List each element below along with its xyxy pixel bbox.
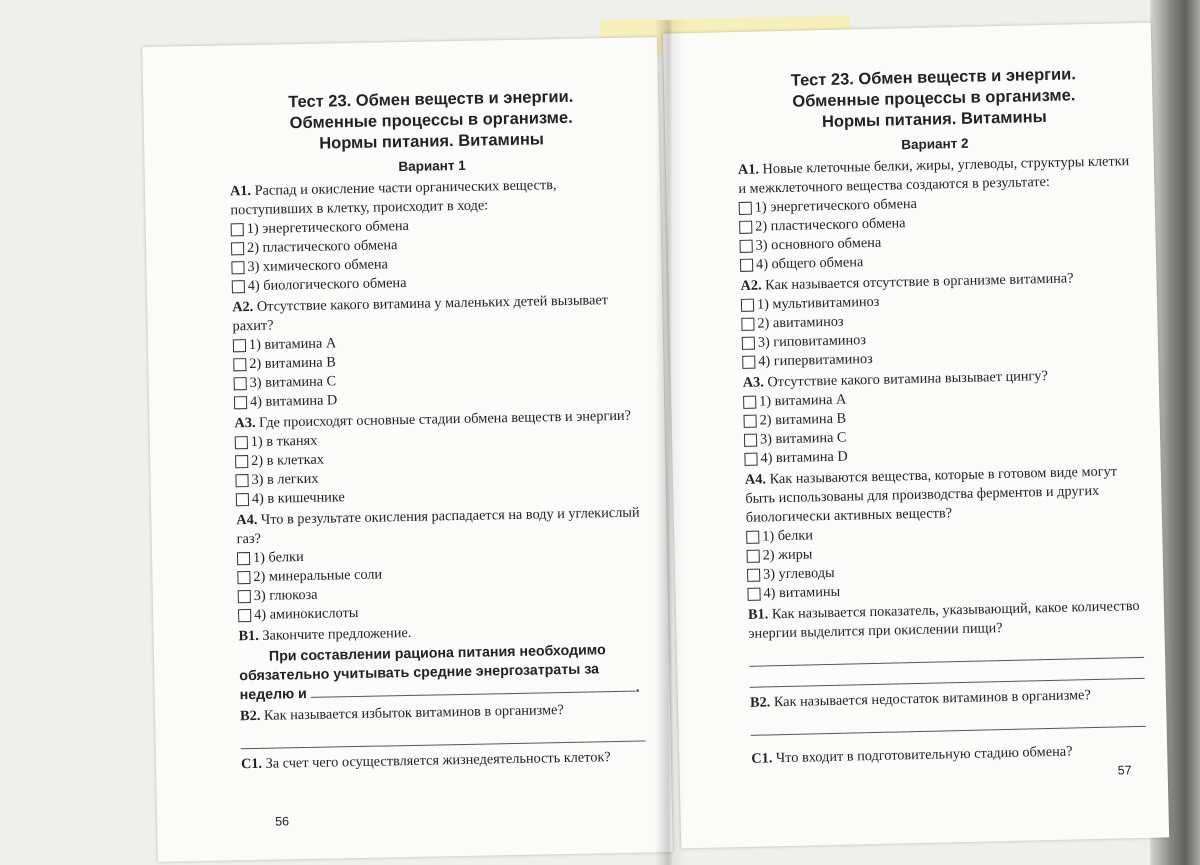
checkbox[interactable] xyxy=(233,358,246,371)
checkbox[interactable] xyxy=(744,453,757,466)
checkbox[interactable] xyxy=(234,396,247,409)
option-label: 2) витамина B xyxy=(759,410,847,429)
question-a2 xyxy=(740,268,1137,372)
question-number: C1. xyxy=(240,755,263,773)
option-label: 4) витамина D xyxy=(249,392,338,411)
checkbox[interactable] xyxy=(747,588,760,601)
checkbox[interactable] xyxy=(739,221,752,234)
option-label: 4) витамина D xyxy=(760,448,848,467)
title-line: Тест 23. Обмен веществ и энергии. xyxy=(288,87,574,112)
option-label: 2) авитаминоз xyxy=(757,313,844,332)
option-label: 3) химического обмена xyxy=(247,256,389,276)
question-c1 xyxy=(241,747,646,774)
option-label: 4) в кишечнике xyxy=(251,489,345,507)
option-label: 4) общего обмена xyxy=(755,254,864,273)
option-label: 3) гиповитаминоз xyxy=(757,332,867,351)
page-number: 56 xyxy=(274,814,290,829)
question-a4 xyxy=(745,462,1143,604)
answer-line[interactable] xyxy=(749,664,1144,688)
option-label: 1) энергетического обмена xyxy=(754,195,918,216)
checkbox[interactable] xyxy=(235,455,248,468)
checkbox[interactable] xyxy=(238,609,251,622)
checkbox[interactable] xyxy=(235,474,248,487)
option-label: 2) минеральные соли xyxy=(253,566,383,585)
b1-statement-end: . xyxy=(635,679,640,696)
question-number: B1. xyxy=(238,627,259,645)
question-body: Как называются вещества, которые в готовом виде могут быть использованы для производства ферментов и других биологически активных веществ? xyxy=(745,463,1118,526)
question-a2 xyxy=(232,291,639,413)
question-body: Как называется отсутствие в организме витамина? xyxy=(765,270,1074,294)
left-page-content xyxy=(228,86,646,775)
variant-heading: Вариант 2 xyxy=(901,135,969,153)
option-label: 3) основного обмена xyxy=(755,234,882,254)
question-body: Где происходят основные стадии обмена веществ и энергии? xyxy=(258,407,632,431)
checkbox[interactable] xyxy=(746,531,759,544)
option-label: 1) белки xyxy=(762,527,814,545)
question-number: A1. xyxy=(229,182,252,200)
checkbox[interactable] xyxy=(743,415,756,428)
question-body: Как называется недостаток витаминов в организме? xyxy=(773,687,1091,711)
option-label: 1) белки xyxy=(252,549,304,566)
right-page xyxy=(663,23,1169,849)
question-body: Новые клеточные белки, жиры, углеводы, структуры клетки и межклеточного вещества создаются в результате: xyxy=(738,153,1130,197)
option-label: 1) энергетического обмена xyxy=(246,217,410,238)
title-line: Нормы питания. Витамины xyxy=(319,130,545,153)
question-a3 xyxy=(743,365,1140,469)
option-label: 2) витамина B xyxy=(249,354,336,373)
question-body: Что входит в подготовительную стадию обмена? xyxy=(775,743,1073,767)
question-number: A2. xyxy=(232,298,254,316)
question-number: A4. xyxy=(236,511,258,529)
question-c1 xyxy=(751,741,1146,769)
checkbox[interactable] xyxy=(231,223,244,236)
question-body: Распад и окисление части органических веществ, поступивших в клетку, происходит в ходе: xyxy=(230,177,557,219)
option-label: 1) мультивитаминоз xyxy=(756,293,880,313)
question-body: Как называется избыток витаминов в организме? xyxy=(263,702,564,724)
checkbox[interactable] xyxy=(742,337,755,350)
book-gutter-shadow xyxy=(655,20,685,865)
title-line: Тест 23. Обмен веществ и энергии. xyxy=(790,65,1077,90)
option-label: 4) биологического обмена xyxy=(247,274,407,295)
b1-statement-text: При составлении рациона питания необходимо обязательно учитывать средние энергозатраты за неделю и xyxy=(239,642,606,704)
checkbox[interactable] xyxy=(237,571,250,584)
title-line: Обменные процессы в организме. xyxy=(289,108,573,133)
question-body: Что в результате окисления распадается на воду и углекислый газ? xyxy=(236,504,640,548)
checkbox[interactable] xyxy=(237,552,250,565)
option-label: 1) витамина A xyxy=(248,335,337,354)
b1-statement xyxy=(239,641,645,706)
checkbox[interactable] xyxy=(231,242,244,255)
variant-heading: Вариант 1 xyxy=(398,157,466,175)
question-a1 xyxy=(738,152,1135,275)
test-title xyxy=(228,86,634,157)
right-page-content xyxy=(736,63,1147,769)
option-label: 2) пластического обмена xyxy=(755,215,906,235)
page-number: 57 xyxy=(1117,763,1132,778)
question-number: A3. xyxy=(234,414,256,432)
checkbox[interactable] xyxy=(740,259,753,272)
question-body: За счет чего осуществляется жизнедеятельность клеток? xyxy=(265,749,611,772)
question-number: B2. xyxy=(749,694,771,711)
checkbox[interactable] xyxy=(747,550,760,563)
checkbox[interactable] xyxy=(742,356,755,369)
question-body: Отсутствие какого витамина у маленьких детей вызывает рахит? xyxy=(232,292,609,335)
checkbox[interactable] xyxy=(238,590,251,603)
checkbox[interactable] xyxy=(747,569,760,582)
question-body: Отсутствие какого витамина вызывает цингу? xyxy=(767,367,1049,391)
question-a4 xyxy=(236,504,643,626)
checkbox[interactable] xyxy=(739,202,752,215)
checkbox[interactable] xyxy=(741,299,754,312)
question-text xyxy=(745,462,1141,528)
option-label: 4) гипервитаминоз xyxy=(758,350,873,370)
question-a1 xyxy=(230,175,637,297)
title-line: Обменные процессы в организме. xyxy=(792,86,1076,111)
option-label: 3) витамина C xyxy=(249,373,337,392)
option-label: 3) глюкоза xyxy=(253,586,318,604)
checkbox[interactable] xyxy=(234,377,247,390)
option-label: 1) витамина A xyxy=(759,391,847,410)
option-label: 1) в тканях xyxy=(250,432,318,451)
question-a3 xyxy=(234,407,641,510)
checkbox[interactable] xyxy=(233,339,246,352)
option-label: 4) витамины xyxy=(763,583,841,602)
question-number: B2. xyxy=(239,707,261,725)
checkbox[interactable] xyxy=(740,240,753,253)
checkbox[interactable] xyxy=(232,280,245,293)
test-title xyxy=(736,63,1132,135)
option-label: 3) в легких xyxy=(251,470,319,488)
question-number: A2. xyxy=(740,277,762,294)
checkbox[interactable] xyxy=(231,261,244,274)
checkbox[interactable] xyxy=(235,436,248,449)
checkbox[interactable] xyxy=(741,318,754,331)
question-number: C1. xyxy=(751,750,773,767)
question-number: A1. xyxy=(737,161,760,178)
checkbox[interactable] xyxy=(743,396,756,409)
question-number: B1. xyxy=(747,606,769,623)
left-page xyxy=(142,37,673,862)
question-body: Закончите предложение. xyxy=(262,624,412,644)
option-label: 3) углеводы xyxy=(762,564,835,583)
question-number: A4. xyxy=(744,471,767,488)
option-label: 3) витамина C xyxy=(759,429,847,448)
checkbox[interactable] xyxy=(744,434,757,447)
option-label: 4) аминокислоты xyxy=(253,604,359,623)
option-label: 2) жиры xyxy=(762,546,813,564)
question-number: A3. xyxy=(742,374,765,391)
checkbox[interactable] xyxy=(236,493,249,506)
question-body: Как называется показатель, указывающий, какое количество энергии выделится при окислении пищи? xyxy=(748,597,1140,642)
title-line: Нормы питания. Витамины xyxy=(821,107,1047,132)
option-label: 2) пластического обмена xyxy=(246,237,398,257)
option-label: 2) в клетках xyxy=(251,451,325,470)
